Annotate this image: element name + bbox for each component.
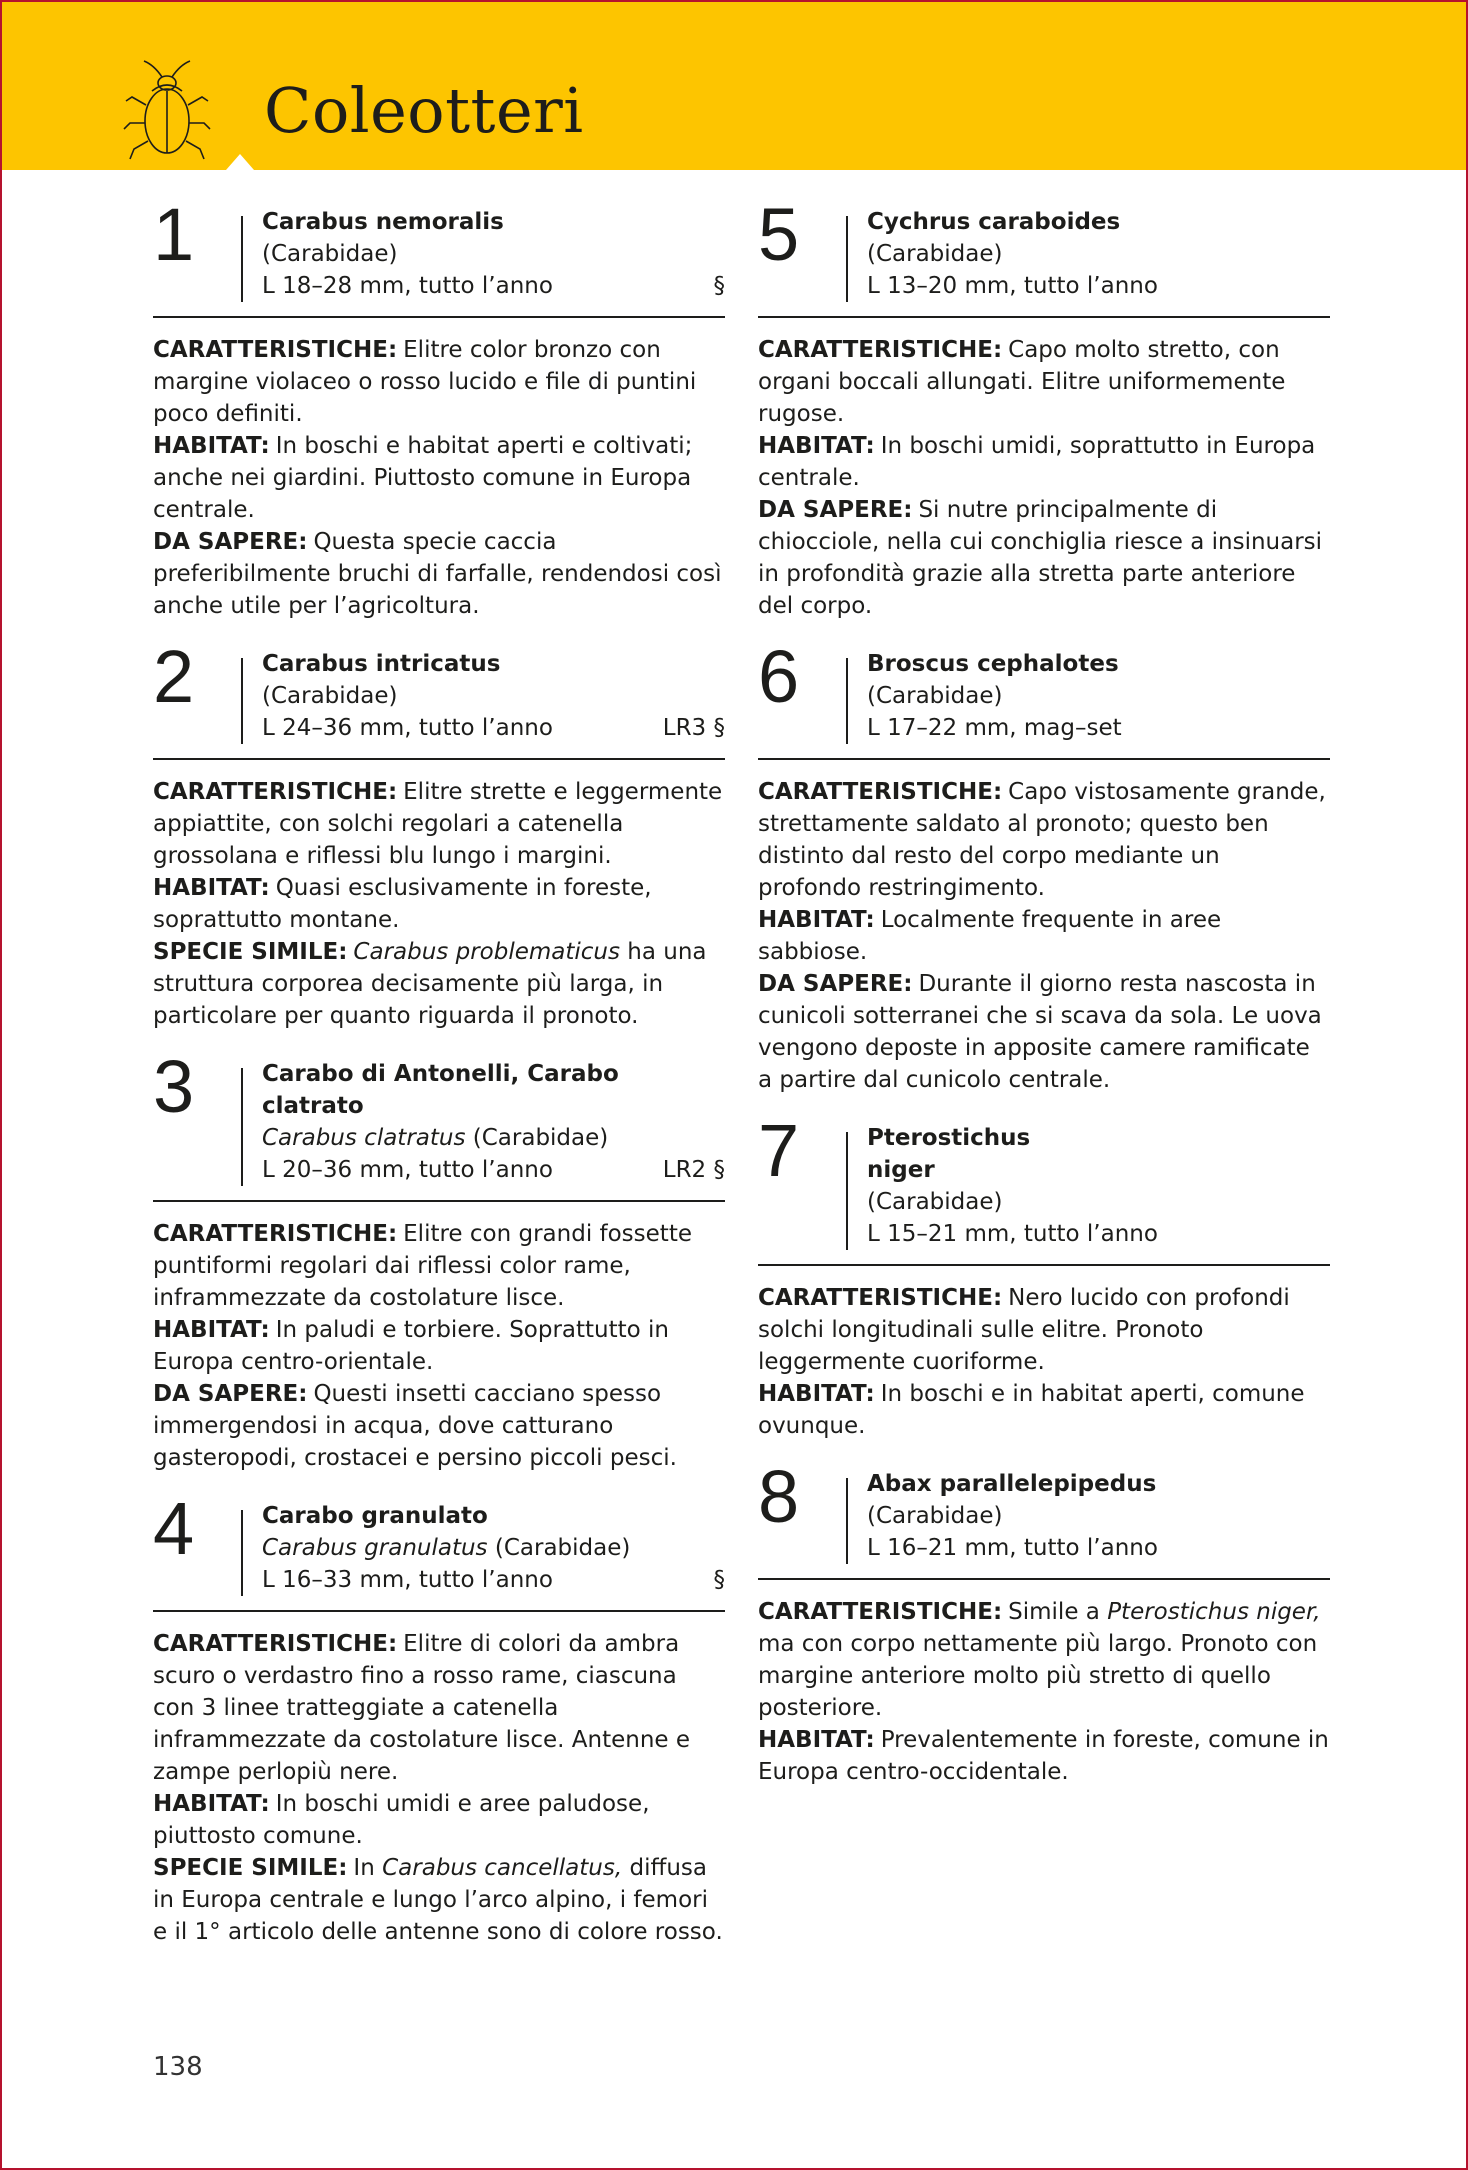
entry-number: 8 <box>758 1455 800 1538</box>
section-label: HABITAT: <box>758 907 875 933</box>
section-text: Localmente frequente in aree sabbiose. <box>758 907 1222 965</box>
species-name: Pterostichus <box>867 1125 1031 1151</box>
section-label: CARATTERISTICHE: <box>153 1221 398 1247</box>
header-band <box>2 2 1466 170</box>
measurement: L 15–21 mm, tutto l’anno <box>867 1221 1158 1247</box>
section-text: ha una struttura corporea decisamente più larga, in particolare per quanto riguarda il pronoto. <box>153 939 707 1029</box>
divider <box>846 1478 848 1564</box>
family: (Carabidae) <box>867 1503 1003 1529</box>
species-name-line2: niger <box>867 1157 935 1183</box>
right-column <box>758 193 1330 1814</box>
section-label: CARATTERISTICHE: <box>758 1285 1003 1311</box>
section-label: SPECIE SIMILE: <box>153 1855 348 1881</box>
section-text: Prevalentemente in foreste, comune in Europa centro-occidentale. <box>758 1727 1329 1785</box>
section-text: In boschi e in habitat aperti, comune ovunque. <box>758 1381 1305 1439</box>
section-label: HABITAT: <box>153 1317 270 1343</box>
section-text: Elitre di colori da ambra scuro o verdastro fino a rosso rame, ciascuna con 3 linee tratteggiate a catenella inframmezzate da costolature lisce. Antenne e zampe perlopiù nere. <box>153 1631 691 1785</box>
section-text: ma con corpo nettamente più largo. Pronoto con margine anteriore molto più stretto di quello posteriore. <box>758 1631 1318 1721</box>
family: (Carabidae) <box>262 683 398 709</box>
entry-header <box>758 193 1330 318</box>
entry-header <box>153 193 725 318</box>
divider <box>241 1510 243 1596</box>
divider <box>846 1132 848 1250</box>
divider <box>846 658 848 744</box>
section-label: CARATTERISTICHE: <box>153 779 398 805</box>
family: (Carabidae) <box>494 1535 631 1561</box>
section-label: HABITAT: <box>153 433 270 459</box>
family: (Carabidae) <box>867 1189 1003 1215</box>
entry-body <box>758 776 1330 1096</box>
section-text: Elitre strette e leggermente appiattite, con solchi regolari a catenella grossolana e riflessi blu lungo i margini. <box>153 779 723 869</box>
section-label: DA SAPERE: <box>153 529 308 555</box>
section-text: Capo vistosamente grande, strettamente saldato al pronoto; questo ben distinto dal resto del corpo mediante un profondo restringimento. <box>758 779 1326 901</box>
species-name: Carabus intricatus <box>262 651 501 677</box>
section-text: Si nutre principalmente di chiocciole, nella cui conchiglia riesce a insinuarsi in profondità grazie alla stretta parte anteriore del corpo. <box>758 497 1323 619</box>
section-text: Elitre con grandi fossette puntiformi regolari dai riflessi color rame, inframmezzate da costolature lisce. <box>153 1221 692 1311</box>
family: (Carabidae) <box>472 1125 609 1151</box>
family: (Carabidae) <box>867 241 1003 267</box>
section-label: CARATTERISTICHE: <box>153 337 398 363</box>
entry-header <box>153 635 725 760</box>
entry-number: 2 <box>153 635 195 718</box>
section-text: Capo molto stretto, con organi boccali allungati. Elitre uniformemente rugose. <box>758 337 1286 427</box>
entry-body <box>153 1628 725 1948</box>
entry <box>758 193 1330 622</box>
entry-body <box>758 1596 1330 1788</box>
section-text: Durante il giorno resta nascosta in cunicoli sotterranei che si scava da sola. Le uova vengono deposte in apposite camere ramificate a partire dal cunicolo centrale. <box>758 971 1322 1093</box>
species-name: Carabo di Antonelli, Carabo clatrato <box>262 1061 619 1119</box>
measurement: L 20–36 mm, tutto l’anno <box>262 1157 553 1183</box>
family: (Carabidae) <box>262 241 398 267</box>
entry-body <box>153 334 725 622</box>
protection-badge: LR2 § <box>662 1157 725 1183</box>
section-label: DA SAPERE: <box>153 1381 308 1407</box>
scientific-name: Carabus granulatus <box>262 1535 488 1561</box>
section-label: HABITAT: <box>758 1381 875 1407</box>
entry-number: 3 <box>153 1045 195 1128</box>
section-label: CARATTERISTICHE: <box>758 337 1003 363</box>
species-name: Carabus nemoralis <box>262 209 504 235</box>
section-text: Quasi esclusivamente in foreste, soprattutto montane. <box>153 875 652 933</box>
entry-header <box>153 1487 725 1612</box>
divider <box>241 1068 243 1186</box>
header-notch <box>226 154 254 170</box>
entry-number: 1 <box>153 193 195 276</box>
section-prefix: In <box>353 1855 375 1881</box>
measurement: L 13–20 mm, tutto l’anno <box>867 273 1158 299</box>
section-label: HABITAT: <box>758 1727 875 1753</box>
entry-number: 4 <box>153 1487 195 1570</box>
section-text: In boschi e habitat aperti e coltivati; anche nei giardini. Piuttosto comune in Europa centrale. <box>153 433 693 523</box>
entry-header <box>758 1455 1330 1580</box>
section-text: In paludi e torbiere. Soprattutto in Europa centro-orientale. <box>153 1317 670 1375</box>
section-text: In boschi umidi, soprattutto in Europa centrale. <box>758 433 1316 491</box>
section-text: diffusa in Europa centrale e lungo l’arco alpino, i femori e il 1° articolo delle antenne sono di colore rosso. <box>153 1855 723 1945</box>
entry <box>153 1045 725 1474</box>
measurement: L 18–28 mm, tutto l’anno <box>262 273 553 299</box>
protection-badge: § <box>713 273 725 299</box>
section-text: Elitre color bronzo con margine violaceo o rosso lucido e file di puntini poco definiti. <box>153 337 697 427</box>
entry <box>758 635 1330 1096</box>
entry-body <box>758 1282 1330 1442</box>
entry-body <box>153 776 725 1032</box>
scientific-name: Carabus clatratus <box>262 1125 466 1151</box>
page-number: 138 <box>153 2052 203 2082</box>
section-label: HABITAT: <box>758 433 875 459</box>
protection-badge: LR3 § <box>662 715 725 741</box>
similar-species: Pterostichus niger, <box>1107 1599 1321 1625</box>
entry-header <box>153 1045 725 1202</box>
entry-header <box>758 1109 1330 1266</box>
section-label: CARATTERISTICHE: <box>153 1631 398 1657</box>
divider <box>241 658 243 744</box>
measurement: L 16–21 mm, tutto l’anno <box>867 1535 1158 1561</box>
entry-number: 5 <box>758 193 800 276</box>
entry-number: 7 <box>758 1109 800 1192</box>
similar-species: Carabus problematicus <box>353 939 620 965</box>
measurement: L 17–22 mm, mag–set <box>867 715 1122 741</box>
page-title: Coleotteri <box>264 74 584 147</box>
entry-number: 6 <box>758 635 800 718</box>
beetle-icon <box>122 57 212 167</box>
species-name: Carabo granulato <box>262 1503 488 1529</box>
similar-species: Carabus cancellatus, <box>382 1855 623 1881</box>
family: (Carabidae) <box>867 683 1003 709</box>
species-name: Broscus cephalotes <box>867 651 1119 677</box>
section-label: HABITAT: <box>153 875 270 901</box>
entry <box>758 1109 1330 1442</box>
left-column <box>153 193 725 1974</box>
section-text: In boschi umidi e aree paludose, piuttosto comune. <box>153 1791 650 1849</box>
entry <box>758 1455 1330 1788</box>
divider <box>846 216 848 302</box>
entry <box>153 1487 725 1948</box>
divider <box>241 216 243 302</box>
species-name: Cychrus caraboides <box>867 209 1121 235</box>
section-text: Questa specie caccia preferibilmente bruchi di farfalle, rendendosi così anche utile per l’agricoltura. <box>153 529 722 619</box>
section-label: DA SAPERE: <box>758 971 913 997</box>
measurement: L 24–36 mm, tutto l’anno <box>262 715 553 741</box>
measurement: L 16–33 mm, tutto l’anno <box>262 1567 553 1593</box>
section-label: DA SAPERE: <box>758 497 913 523</box>
entry <box>153 635 725 1032</box>
species-name: Abax parallelepipedus <box>867 1471 1157 1497</box>
section-prefix: Simile a <box>1008 1599 1100 1625</box>
section-label: SPECIE SIMILE: <box>153 939 348 965</box>
entry-body <box>153 1218 725 1474</box>
section-label: CARATTERISTICHE: <box>758 1599 1003 1625</box>
entry-header <box>758 635 1330 760</box>
section-label: HABITAT: <box>153 1791 270 1817</box>
section-text: Questi insetti cacciano spesso immergendosi in acqua, dove catturano gasteropodi, crostacei e persino piccoli pesci. <box>153 1381 677 1471</box>
section-label: CARATTERISTICHE: <box>758 779 1003 805</box>
protection-badge: § <box>713 1567 725 1593</box>
section-text: Nero lucido con profondi solchi longitudinali sulle elitre. Pronoto leggermente cuoriforme. <box>758 1285 1290 1375</box>
entry-body <box>758 334 1330 622</box>
entry <box>153 193 725 622</box>
